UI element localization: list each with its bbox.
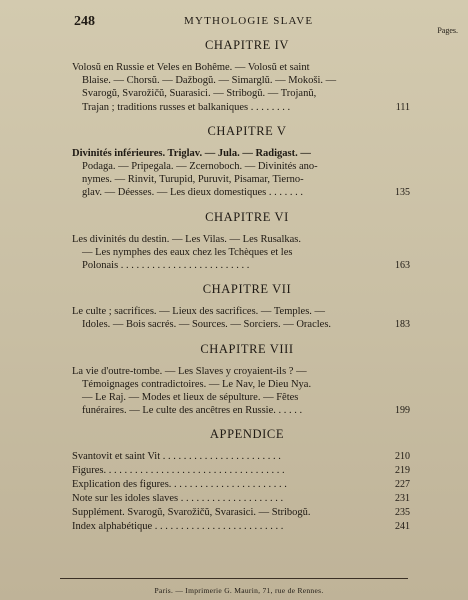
appendix-item-label: Index alphabétique . . . . . . . . . . . . . . . . . . . . . . . . . (72, 521, 284, 533)
entry-page: 111 (395, 101, 410, 113)
footer-rule (60, 578, 408, 579)
entry-page: 135 (395, 187, 410, 199)
appendix-title: APPENDICE (209, 427, 285, 442)
chapter-title: CHAPITRE VI (205, 209, 289, 224)
entry-line: Idoles. — Bois sacrés. — Sources. — Sorciers. — Oracles. (82, 319, 332, 331)
appendix-item (72, 492, 412, 506)
entry-line: Blaise. — Chorsŭ. — Dažbogŭ. — Simarglŭ. — Mokoši. — (82, 75, 337, 87)
entry-line: Le culte ; sacrifices. — Lieux des sacrifices. — Temples. — (72, 306, 326, 318)
entry-line: Volosŭ en Russie et Veles en Bohême. — Volosŭ et saint (72, 62, 310, 73)
entry-line: Les divinités du destin. — Les Vilas. — Les Rusalkas. (72, 233, 301, 245)
chapter-title: CHAPITRE VII (202, 282, 292, 297)
appendix-item (72, 450, 412, 464)
entry-line: Polonais . . . . . . . . . . . . . . . . . . . . . . . . . (82, 260, 250, 272)
chapter-title: CHAPITRE V (207, 123, 287, 138)
appendix-item-page: 235 (395, 507, 410, 519)
chapter-v (72, 124, 412, 200)
table-of-contents (72, 38, 412, 534)
appendix-list (72, 450, 412, 534)
entry-line: Divinités inférieures. Triglav. — Jula. — Radigast. — (72, 147, 311, 159)
appendix-item-label: Svantovit et saint Vit . . . . . . . . . . . . . . . . . . . . . . . (72, 451, 281, 463)
entry-line: La vie d'outre-tombe. — Les Slaves y croyaient-ils ? — (72, 365, 307, 377)
appendix-item (72, 464, 412, 478)
appendix-item-label: Figures. . . . . . . . . . . . . . . . . . . . . . . . . . . . . . . . . . . (72, 465, 285, 477)
appendix-item-page: 231 (395, 493, 410, 505)
chapter-vi (72, 210, 412, 273)
entry-line: funéraires. — Le culte des ancêtres en Russie. . . . . . (82, 405, 303, 417)
page-number: 248 (74, 14, 95, 29)
chapter-viii (72, 342, 412, 418)
running-title: MYTHOLOGIE SLAVE (184, 15, 314, 27)
entry-page: 163 (395, 260, 410, 272)
appendix-item-page: 227 (395, 479, 410, 491)
pages-column-label: Pages. (437, 26, 458, 35)
chapter-vii (72, 282, 412, 331)
entry-line: Svarogŭ, Svarožičŭ, Suarasici. — Stribogŭ. — Trojanŭ, (82, 88, 317, 100)
entry-line: — Les nymphes des eaux chez les Tchèques et les (82, 246, 293, 258)
appendix-item-page: 219 (395, 465, 410, 477)
appendix-item-label: Explication des figures. . . . . . . . . . . . . . . . . . . . . . . (72, 479, 287, 491)
toc-entry (72, 61, 412, 114)
appendix-item-label: Note sur les idoles slaves . . . . . . . . . . . . . . . . . . . . (72, 493, 284, 505)
appendix-item-label: Supplément. Svarogŭ, Svarožičŭ, Svarasici. — Stribogŭ. (72, 507, 311, 519)
entry-line: — Le Raj. — Modes et lieux de sépulture. — Fêtes (82, 392, 299, 404)
entry-page: 183 (395, 319, 410, 331)
appendix-item-page: 210 (395, 451, 410, 463)
chapter-iv (72, 38, 412, 114)
toc-entry (72, 365, 412, 418)
toc-entry (72, 233, 412, 273)
appendix (72, 427, 412, 534)
toc-entry (72, 147, 412, 200)
entry-line: Podaga. — Pripegala. — Zcernoboch. — Divinités ano- (82, 161, 318, 173)
entry-line: nymes. — Rinvit, Turupid, Puruvit, Pisamar, Tierno- (82, 174, 304, 186)
running-header (74, 14, 414, 30)
entry-page: 199 (395, 405, 410, 417)
chapter-title: CHAPITRE VIII (200, 341, 294, 356)
appendix-item (72, 520, 412, 534)
toc-entry (72, 305, 412, 331)
appendix-item (72, 478, 412, 492)
appendix-item (72, 506, 412, 520)
entry-line: Trajan ; traditions russes et balkaniques . . . . . . . . (82, 101, 291, 113)
appendix-item-page: 241 (395, 521, 410, 533)
entry-line: Témoignages contradictoires. — Le Nav, le Dieu Nya. (82, 378, 312, 390)
entry-line: glav. — Déesses. — Les dieux domestiques . . . . . . . (82, 187, 303, 199)
printer-imprint: Paris. — Imprimerie G. Maurin, 71, rue de Rennes. (154, 586, 324, 595)
chapter-title: CHAPITRE IV (204, 38, 290, 52)
